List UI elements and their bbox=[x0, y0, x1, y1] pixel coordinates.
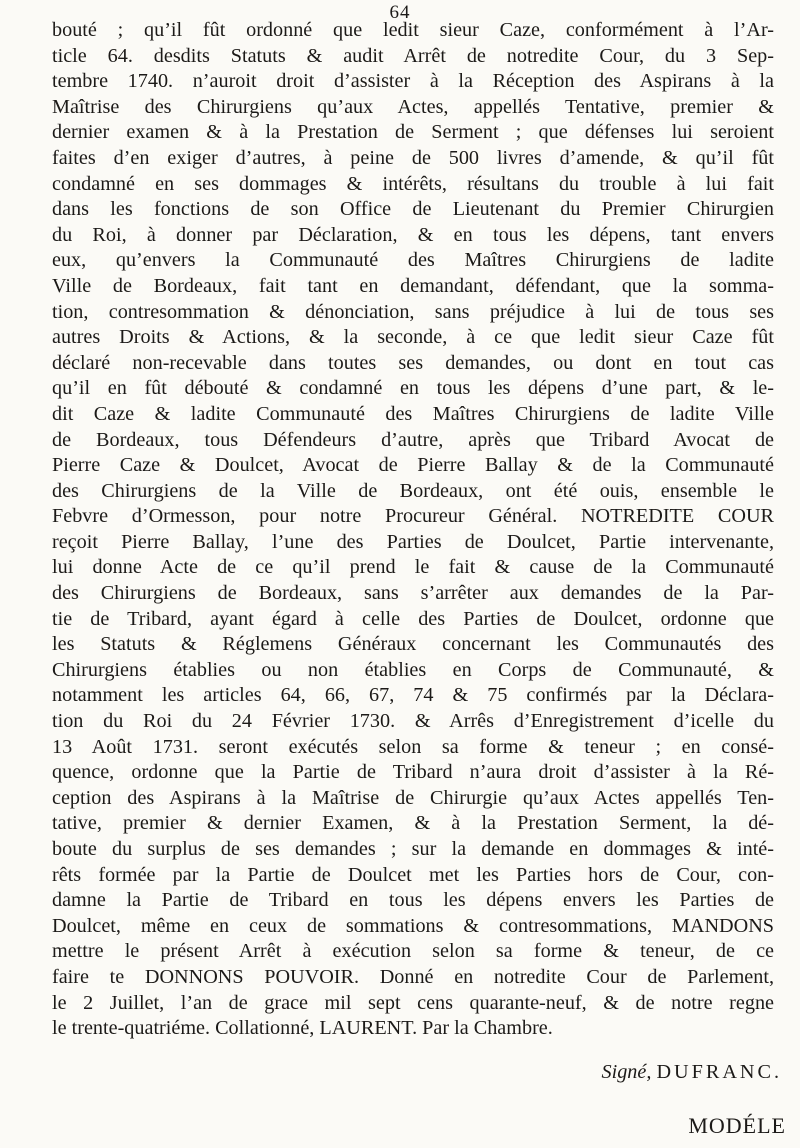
text-line: de Bordeaux, tous Défendeurs d’autre, après que Tribard Avocat de bbox=[52, 428, 774, 451]
text-line: des Chirurgiens de la Ville de Bordeaux, ont été ouis, ensemble le bbox=[52, 479, 774, 502]
text-line: notamment les articles 64, 66, 67, 74 & 75 confirmés par la Déclara- bbox=[52, 684, 774, 707]
text-line: le 2 Juillet, l’an de grace mil sept cens quarante-neuf, & de notre regne bbox=[52, 991, 774, 1014]
text-line: Febvre d’Ormesson, pour notre Procureur Général. NOTREDITE COUR bbox=[52, 505, 774, 528]
text-line: Maîtrise des Chirurgiens qu’aux Actes, appellés Tentative, premier & bbox=[52, 95, 774, 118]
text-line: dit Caze & ladite Communauté des Maîtres Chirurgiens de ladite Ville bbox=[52, 402, 774, 425]
text-line: tative, premier & dernier Examen, & à la Prestation Serment, la dé- bbox=[52, 812, 774, 835]
text-line: Pierre Caze & Doulcet, Avocat de Pierre Ballay & de la Communauté bbox=[52, 454, 774, 477]
text-line: les Statuts & Réglemens Généraux concernant les Communautés des bbox=[52, 633, 774, 656]
text-line: faites d’en exiger d’autres, à peine de 500 livres d’amende, & qu’il fût bbox=[52, 146, 774, 169]
text-line: damne la Partie de Tribard en tous les dépens envers les Parties de bbox=[52, 889, 774, 912]
text-line: 13 Août 1731. seront exécutés selon sa forme & teneur ; en consé- bbox=[52, 735, 774, 758]
text-line: dans les fonctions de son Office de Lieutenant du Premier Chirurgien bbox=[52, 198, 774, 221]
signatory-name: DUFRANC. bbox=[656, 1061, 782, 1083]
text-line: tembre 1740. n’auroit droit d’assister à la Réception des Aspirans à la bbox=[52, 70, 774, 93]
text-line: du Roi, à donner par Déclaration, & en tous les dépens, tant envers bbox=[52, 223, 774, 246]
text-line: autres Droits & Actions, & la seconde, à ce que ledit sieur Caze fût bbox=[52, 326, 774, 349]
text-line: Doulcet, même en ceux de sommations & contresommations, MANDONS bbox=[52, 914, 774, 937]
text-line: qu’il en fût débouté & condamné en tous les dépens d’une part, & le- bbox=[52, 377, 774, 400]
text-line: bouté ; qu’il fût ordonné que ledit sieur Caze, conformément à l’Ar- bbox=[52, 19, 774, 41]
text-line: lui donne Acte de ce qu’il prend le fait & cause de la Communauté bbox=[52, 556, 774, 579]
text-line: tion, contresommation & dénonciation, sans préjudice à lui de tous ses bbox=[52, 300, 774, 323]
page-number: 64 bbox=[389, 2, 411, 23]
signe-label: Signé, bbox=[601, 1061, 652, 1083]
text-line: rêts formée par la Partie de Doulcet met les Parties hors de Cour, con- bbox=[52, 863, 774, 886]
text-line: Chirurgiens établies ou non établies en Corps de Communauté, & bbox=[52, 658, 774, 681]
body-text bbox=[52, 18, 774, 1042]
catchword: MODÉLE bbox=[688, 1113, 786, 1138]
text-line: le trente-quatriéme. Collationné, LAURENT. Par la Chambre. bbox=[52, 1017, 553, 1040]
text-line: déclaré non-recevable dans toutes ses demandes, ou dont en tout cas bbox=[52, 351, 774, 374]
text-line: tie de Tribard, ayant égard à celle des Parties de Doulcet, ordonne que bbox=[52, 607, 774, 630]
text-line: ticle 64. desdits Statuts & audit Arrêt de notredite Cour, du 3 Sep- bbox=[52, 44, 774, 67]
text-line: faire te DONNONS POUVOIR. Donné en notredite Cour de Parlement, bbox=[52, 965, 774, 988]
text-line: des Chirurgiens de Bordeaux, sans s’arrêter aux demandes de la Par- bbox=[52, 582, 774, 605]
text-line: eux, qu’envers la Communauté des Maîtres Chirurgiens de ladite bbox=[52, 249, 774, 272]
text-line: quence, ordonne que la Partie de Tribard n’aura droit d’assister à la Ré- bbox=[52, 761, 774, 784]
text-line: condamné en ses dommages & intérêts, résultans du trouble à lui fait bbox=[52, 172, 774, 195]
text-line: boute du surplus de ses demandes ; sur la demande en dommages & inté- bbox=[52, 838, 774, 860]
text-line: mettre le présent Arrêt à exécution selon sa forme & teneur, de ce bbox=[52, 940, 774, 963]
text-line: reçoit Pierre Ballay, l’une des Parties de Doulcet, Partie intervenante, bbox=[52, 530, 774, 553]
signature-line bbox=[0, 1060, 782, 1086]
text-line: ception des Aspirans à la Maîtrise de Chirurgie qu’aux Actes appellés Ten- bbox=[52, 786, 774, 809]
text-line: dernier examen & à la Prestation de Serment ; que défenses lui seroient bbox=[52, 121, 774, 144]
text-line: tion du Roi du 24 Février 1730. & Arrês d’Enregistrement d’icelle du bbox=[52, 710, 774, 733]
text-line: Ville de Bordeaux, fait tant en demandant, défendant, que la somma- bbox=[52, 274, 774, 297]
